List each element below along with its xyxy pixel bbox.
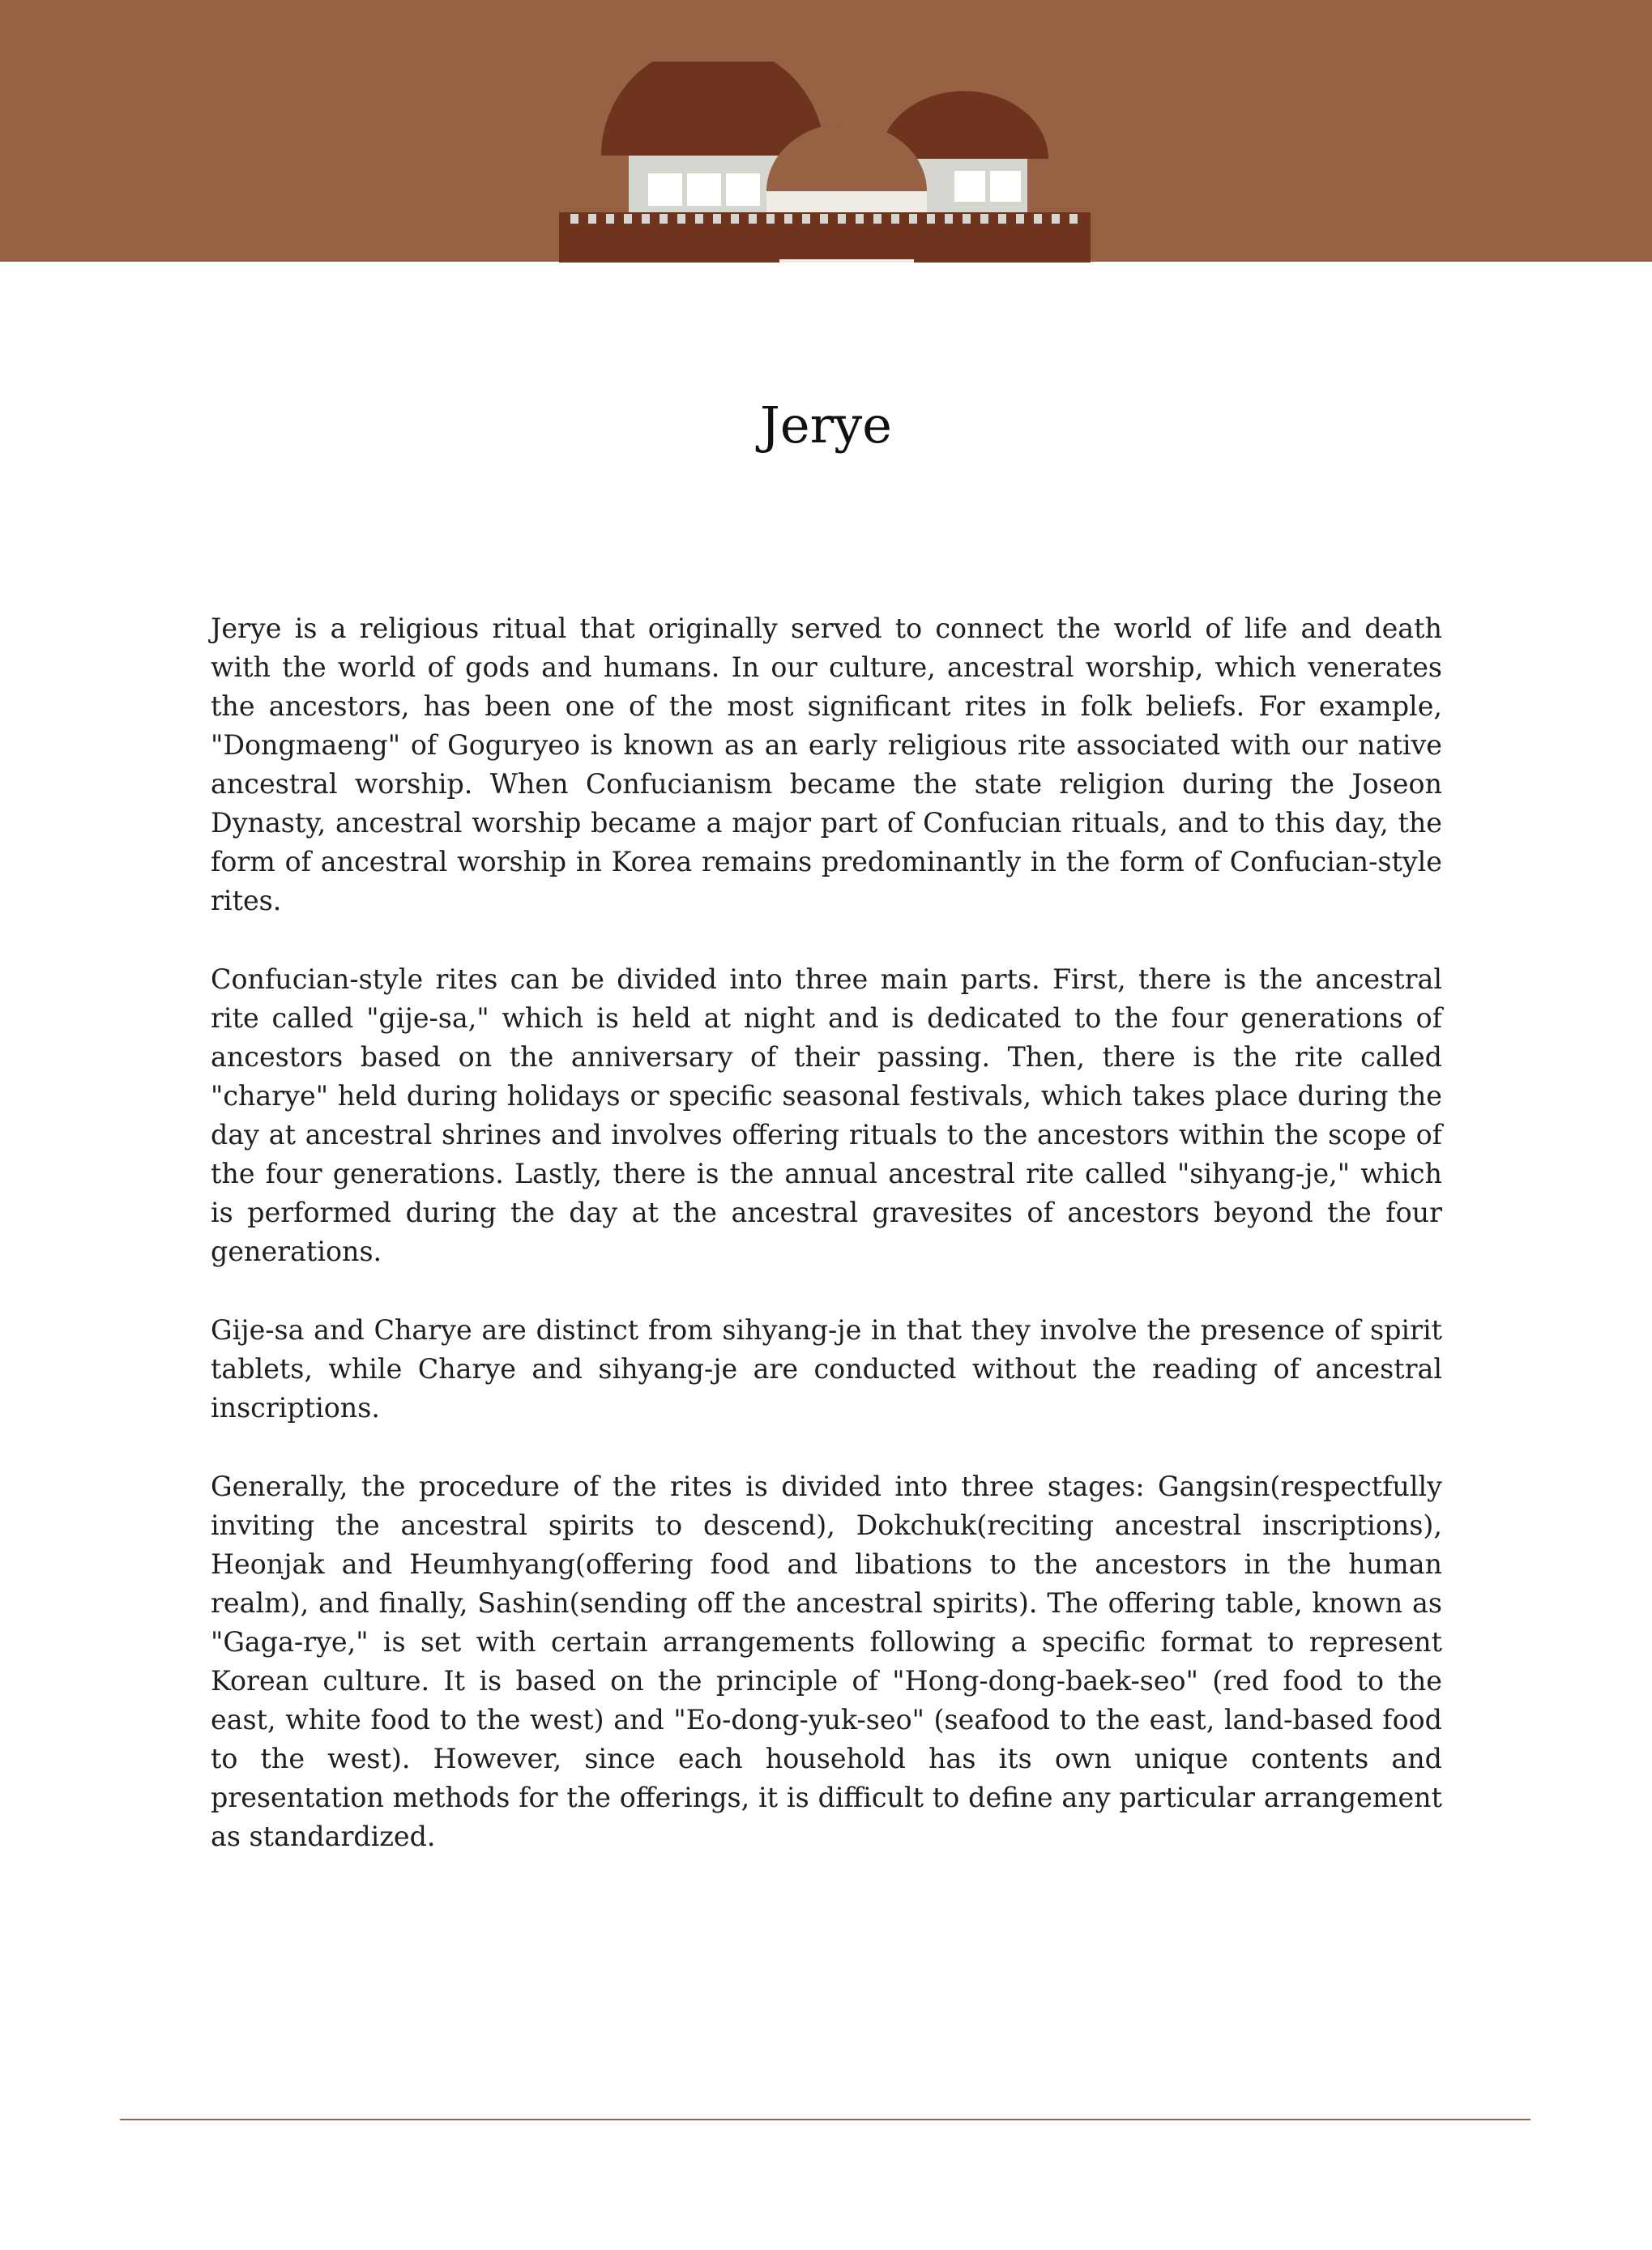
paragraph-procedure: Generally, the procedure of the rites is divided into three stages: Gangsin(respectfully inviting the ancestral spirits to descend), Dokchuk(reciting ancestral inscriptions), Heonjak and Heumhyang(offering food and libations to the ancestors in the human realm), and finally, Sashin(sending off the ancestral spirits). The offering table, known as "Gaga-rye," is set with certain arrangements following a specific format to represent Korean culture. It is based on the principle of "Hong-dong-baek-seo" (red food to the east, white food to the west) and "Eo-dong-yuk-seo" (seafood to the east, land-based food to the west). However, since each household has its own unique contents and presentation methods for the offerings, it is difficult to define any particular arrangement as standardized. — [211, 1471, 1442, 1852]
article-body — [211, 609, 1442, 1896]
hanok-traditional-house-icon — [559, 62, 1091, 263]
paragraph-rite-types: Confucian-style rites can be divided into three main parts. First, there is the ancestral rite called "gije-sa," which is held at night and is dedicated to the four generations of ancestors based on the anniversary of their passing. Then, there is the rite called "charye" held during holidays or specific seasonal festivals, which takes place during the day at ancestral shrines and involves offering rituals to the ancestors within the scope of the four generations. Lastly, there is the annual ancestral rite called "sihyang-je," which is performed during the day at the ancestral gravesites of ancestors beyond the four generations. — [211, 963, 1442, 1267]
footer-divider — [120, 2119, 1530, 2120]
paragraph-distinctions: Gije-sa and Charye are distinct from sihyang-je in that they involve the presence of spirit tablets, while Charye and sihyang-je are conducted without the reading of ancestral inscriptions. — [211, 1314, 1442, 1424]
header-banner — [0, 0, 1652, 262]
paragraph-intro: Jerye is a religious ritual that originally served to connect the world of life and death with the world of gods and humans. In our culture, ancestral worship, which venerates the ancestors, has been one of the most significant rites in folk beliefs. For example, "Dongmaeng" of Goguryeo is known as an early religious rite associated with our native ancestral worship. When Confucianism became the state religion during the Joseon Dynasty, ancestral worship became a major part of Confucian rituals, and to this day, the form of ancestral worship in Korea remains predominantly in the form of Confucian-style rites. — [211, 613, 1442, 916]
page-title: Jerye — [760, 395, 892, 455]
